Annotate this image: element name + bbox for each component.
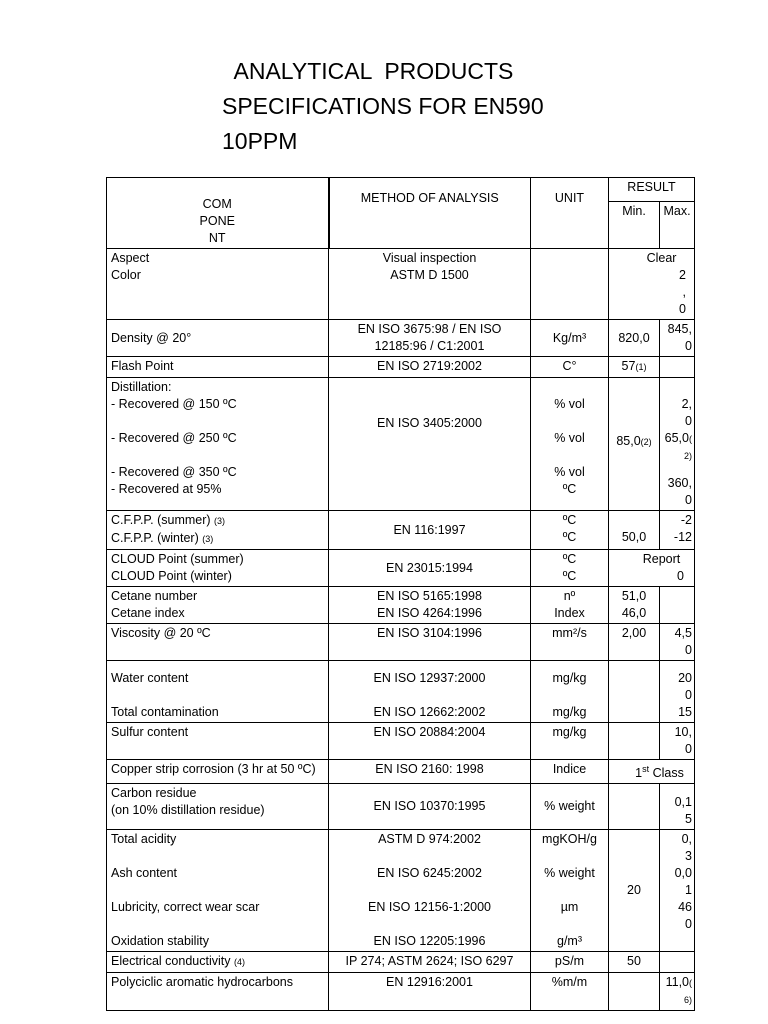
- min-cell: [609, 723, 660, 760]
- min-cell: [609, 784, 660, 830]
- header-method: METHOD OF ANALYSIS: [329, 178, 531, 249]
- method-cell: EN 116:1997: [329, 511, 531, 550]
- title-line-3: 10PPM: [222, 128, 298, 154]
- table-row: [107, 511, 695, 550]
- header-min: Min.: [609, 202, 660, 249]
- table-row: [107, 249, 695, 320]
- component-cell: Total acidity Ash content Lubricity, correct wear scar Oxidation stability: [107, 830, 329, 952]
- min-cell: 50,0: [609, 511, 660, 550]
- min-cell: 2,00: [609, 624, 660, 661]
- document-title: [222, 54, 544, 159]
- unit-cell: mm²/s: [531, 624, 609, 661]
- method-cell: EN 23015:1994: [329, 550, 531, 587]
- unit-cell: % vol % vol % vol ºC: [531, 378, 609, 511]
- table-row: [107, 784, 695, 830]
- unit-cell: pS/m: [531, 952, 609, 973]
- method-cell: EN ISO 2160: 1998: [329, 760, 531, 784]
- result-cell: Report 0: [609, 550, 695, 587]
- component-cell: Copper strip corrosion (3 hr at 50 ºC): [107, 760, 329, 784]
- table-row: [107, 973, 695, 1011]
- result-cell: 1st Class: [609, 760, 695, 784]
- table-row: [107, 830, 695, 952]
- max-cell: 0, 3 0,0 1 46 0: [660, 830, 695, 952]
- method-cell: EN ISO 12937:2000 EN ISO 12662:2002: [329, 661, 531, 723]
- component-cell: Viscosity @ 20 ºC: [107, 624, 329, 661]
- min-cell: 20: [609, 830, 660, 952]
- method-cell: EN 12916:2001: [329, 973, 531, 1011]
- component-cell: Sulfur content: [107, 723, 329, 760]
- component-cell: Polyciclic aromatic hydrocarbons: [107, 973, 329, 1011]
- max-cell: 2, 0 65,0( 2) 360, 0: [660, 378, 695, 511]
- method-cell: Visual inspection ASTM D 1500: [329, 249, 531, 320]
- header-row: [107, 178, 695, 202]
- min-cell: 50: [609, 952, 660, 973]
- unit-cell: Indice: [531, 760, 609, 784]
- table-row: [107, 587, 695, 624]
- unit-cell: mg/kg mg/kg: [531, 661, 609, 723]
- component-cell: C.F.P.P. (summer) (3) C.F.P.P. (winter) (3): [107, 511, 329, 550]
- method-cell: EN ISO 3675:98 / EN ISO 12185:96 / C1:2001: [329, 320, 531, 357]
- unit-cell: ºC ºC: [531, 550, 609, 587]
- method-cell: EN ISO 5165:1998 EN ISO 4264:1996: [329, 587, 531, 624]
- component-cell: Cetane number Cetane index: [107, 587, 329, 624]
- header-max: Max.: [660, 202, 695, 249]
- component-cell: CLOUD Point (summer) CLOUD Point (winter): [107, 550, 329, 587]
- component-cell: Electrical conductivity (4): [107, 952, 329, 973]
- table-row: [107, 723, 695, 760]
- table-row: [107, 760, 695, 784]
- header-unit: UNIT: [531, 178, 609, 249]
- method-cell: EN ISO 10370:1995: [329, 784, 531, 830]
- header-result: RESULT: [609, 178, 695, 202]
- table-row: [107, 661, 695, 723]
- max-cell: 0,1 5: [660, 784, 695, 830]
- component-cell: Density @ 20°: [107, 320, 329, 357]
- table-row: [107, 624, 695, 661]
- title-line-2: SPECIFICATIONS FOR EN590: [222, 93, 544, 119]
- table-row: [107, 357, 695, 378]
- header-component: COM PONE NT: [107, 178, 329, 249]
- unit-cell: %m/m: [531, 973, 609, 1011]
- max-cell: [660, 952, 695, 973]
- max-cell: 845, 0: [660, 320, 695, 357]
- title-line-1: ANALYTICAL PRODUCTS: [222, 58, 514, 84]
- component-cell: Carbon residue (on 10% distillation residue): [107, 784, 329, 830]
- method-cell: EN ISO 3104:1996: [329, 624, 531, 661]
- max-cell: [660, 587, 695, 624]
- min-cell: 820,0: [609, 320, 660, 357]
- unit-cell: [531, 249, 609, 320]
- unit-cell: ºC ºC: [531, 511, 609, 550]
- component-cell: Flash Point: [107, 357, 329, 378]
- max-cell: 11,0( 6): [660, 973, 695, 1011]
- specification-table: [106, 177, 695, 1011]
- table-row: [107, 320, 695, 357]
- table-row: [107, 952, 695, 973]
- unit-cell: mg/kg: [531, 723, 609, 760]
- component-cell: Water content Total contamination: [107, 661, 329, 723]
- component-cell: Distillation: - Recovered @ 150 ºC - Recovered @ 250 ºC - Recovered @ 350 ºC - Recovered at 95%: [107, 378, 329, 511]
- min-cell: [609, 973, 660, 1011]
- unit-cell: % weight: [531, 784, 609, 830]
- max-cell: [660, 357, 695, 378]
- method-cell: EN ISO 3405:2000: [329, 378, 531, 511]
- table-row: [107, 550, 695, 587]
- method-cell: ASTM D 974:2002 EN ISO 6245:2002 EN ISO 12156-1:2000 EN ISO 12205:1996: [329, 830, 531, 952]
- method-cell: IP 274; ASTM 2624; ISO 6297: [329, 952, 531, 973]
- component-cell: Aspect Color: [107, 249, 329, 320]
- method-cell: EN ISO 2719:2002: [329, 357, 531, 378]
- min-cell: 57(1): [609, 357, 660, 378]
- max-cell: 10, 0: [660, 723, 695, 760]
- unit-cell: nº Index: [531, 587, 609, 624]
- min-cell: 85,0(2): [609, 378, 660, 511]
- min-cell: 51,0 46,0: [609, 587, 660, 624]
- max-cell: 4,5 0: [660, 624, 695, 661]
- max-cell: -2 -12: [660, 511, 695, 550]
- unit-cell: mgKOH/g % weight µm g/m³: [531, 830, 609, 952]
- unit-cell: C°: [531, 357, 609, 378]
- result-cell: Clear 2 , 0: [609, 249, 695, 320]
- max-cell: 20 0 15: [660, 661, 695, 723]
- table-row: [107, 378, 695, 511]
- method-cell: EN ISO 20884:2004: [329, 723, 531, 760]
- min-cell: [609, 661, 660, 723]
- unit-cell: Kg/m³: [531, 320, 609, 357]
